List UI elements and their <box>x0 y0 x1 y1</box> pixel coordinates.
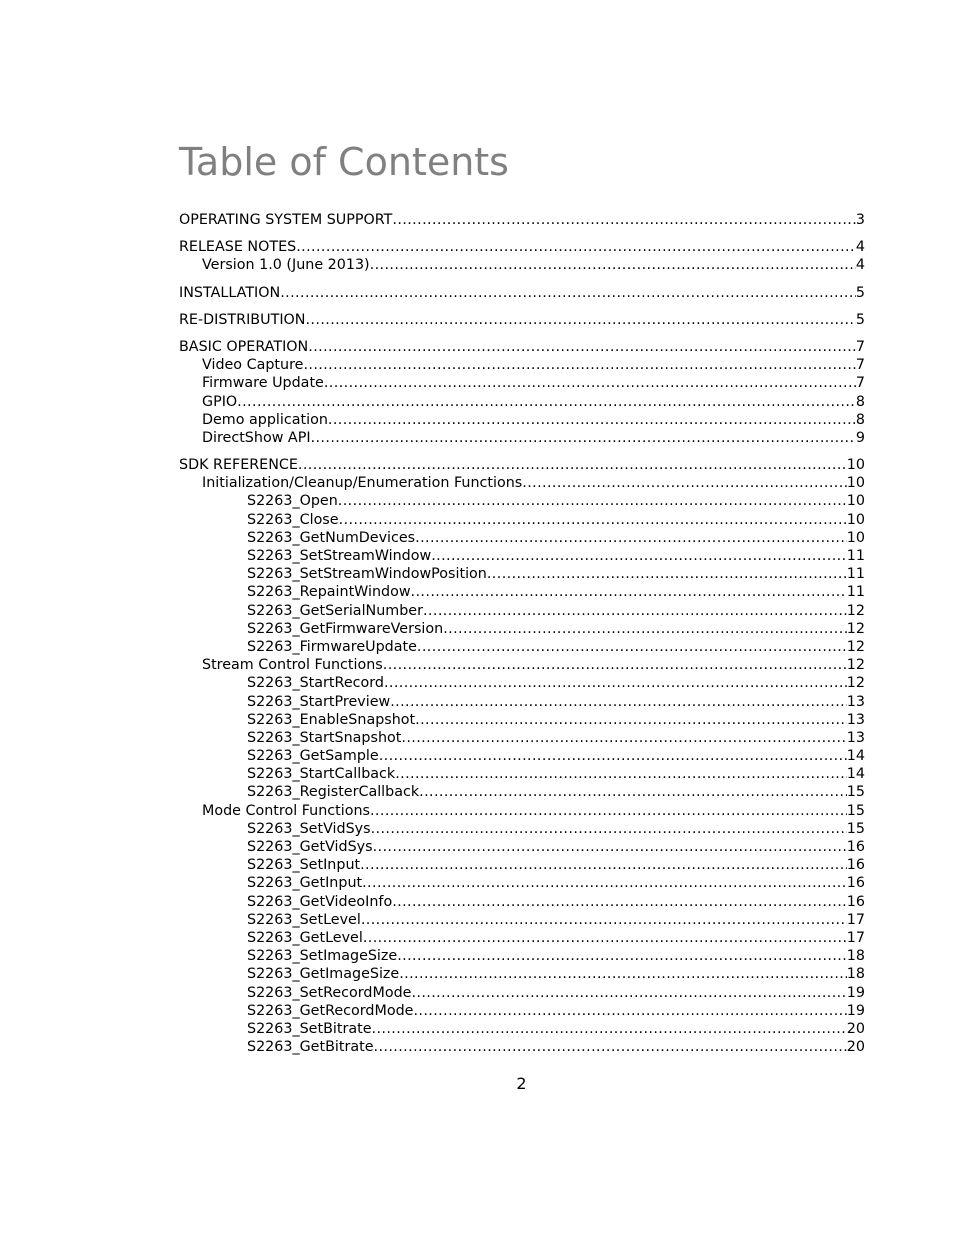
toc-entry-page: 10 <box>846 529 865 546</box>
toc-dot-leader <box>338 492 847 510</box>
toc-entry-title: S2263_SetLevel <box>247 911 361 928</box>
toc-entry-page: 9 <box>855 429 865 446</box>
toc-entry[interactable] <box>179 947 865 965</box>
table-of-contents <box>179 211 865 1056</box>
toc-entry[interactable] <box>179 820 865 838</box>
toc-entry-page: 16 <box>846 839 865 855</box>
toc-entry-page: 7 <box>855 357 865 374</box>
toc-entry[interactable] <box>179 565 865 583</box>
toc-entry[interactable] <box>179 529 865 547</box>
toc-entry[interactable] <box>179 1002 865 1020</box>
toc-entry-page: 14 <box>846 766 865 783</box>
toc-entry-page: 5 <box>855 311 865 328</box>
toc-entry-title: Video Capture <box>202 357 304 374</box>
toc-dot-leader <box>280 284 856 302</box>
toc-dot-leader <box>397 947 847 965</box>
toc-entry-title: S2263_GetVideoInfo <box>247 893 393 910</box>
toc-entry-title: S2263_GetImageSize <box>247 966 400 983</box>
toc-entry-title: Demo application <box>202 411 328 428</box>
toc-entry-title: S2263_SetInput <box>247 857 361 874</box>
toc-dot-leader <box>443 620 847 638</box>
toc-dot-leader <box>339 511 847 529</box>
toc-dot-leader <box>361 911 847 929</box>
toc-entry-title: S2263_EnableSnapshot <box>247 711 416 728</box>
toc-entry[interactable] <box>179 338 865 356</box>
toc-entry-title: S2263_GetSample <box>247 748 379 765</box>
toc-entry[interactable] <box>179 802 865 820</box>
toc-entry-title: S2263_GetBitrate <box>247 1039 374 1056</box>
toc-dot-leader <box>324 374 856 392</box>
toc-entry-page: 10 <box>846 475 865 492</box>
toc-entry[interactable] <box>179 656 865 674</box>
toc-dot-leader <box>311 429 856 447</box>
toc-dot-leader <box>372 1020 847 1038</box>
toc-dot-leader <box>419 783 847 801</box>
toc-dot-leader <box>296 238 856 256</box>
toc-entry[interactable] <box>179 411 865 429</box>
toc-entry-page: 3 <box>855 212 865 228</box>
toc-entry-title: S2263_GetSerialNumber <box>247 602 423 619</box>
toc-dot-leader <box>522 474 847 492</box>
toc-entry-page: 10 <box>846 493 865 510</box>
toc-entry-title: S2263_GetInput <box>247 875 363 892</box>
toc-entry-title: Version 1.0 (June 2013) <box>202 257 370 274</box>
toc-dot-leader <box>305 311 855 329</box>
toc-entry-title: S2263_SetBitrate <box>247 1020 372 1037</box>
toc-entry[interactable] <box>179 429 865 447</box>
toc-entry-page: 18 <box>846 966 865 983</box>
toc-entry-title: S2263_GetFirmwareVersion <box>247 620 444 637</box>
toc-dot-leader <box>399 965 847 983</box>
toc-entry[interactable] <box>179 965 865 983</box>
toc-entry-title: S2263_SetStreamWindowPosition <box>247 566 487 583</box>
toc-dot-leader <box>415 711 847 729</box>
toc-entry[interactable] <box>179 393 865 411</box>
toc-entry[interactable] <box>179 311 865 329</box>
toc-entry[interactable] <box>179 929 865 947</box>
toc-entry-title: S2263_RepaintWindow <box>247 584 411 601</box>
toc-dot-leader <box>298 456 847 474</box>
toc-entry-page: 11 <box>846 566 865 583</box>
toc-entry-page: 16 <box>846 857 865 874</box>
toc-dot-leader <box>362 874 847 892</box>
toc-entry[interactable] <box>179 747 865 765</box>
toc-entry[interactable] <box>179 256 865 274</box>
toc-entry-page: 8 <box>855 393 865 410</box>
toc-dot-leader <box>370 802 847 820</box>
toc-dot-leader <box>413 1002 846 1020</box>
page-title: Table of Contents <box>179 140 509 184</box>
toc-entry-title: S2263_GetVidSys <box>247 839 373 855</box>
toc-entry-title: GPIO <box>202 393 238 410</box>
toc-entry-page: 20 <box>846 1039 865 1056</box>
toc-entry-page: 17 <box>846 929 865 946</box>
toc-entry-page: 11 <box>846 584 865 601</box>
toc-entry-page: 12 <box>846 675 865 692</box>
toc-entry-page: 16 <box>846 893 865 910</box>
toc-entry-title: S2263_SetImageSize <box>247 948 398 965</box>
toc-dot-leader <box>431 547 847 565</box>
toc-entry-page: 10 <box>846 457 865 474</box>
toc-entry[interactable] <box>179 911 865 929</box>
toc-entry-page: 10 <box>846 511 865 528</box>
toc-entry-title: OPERATING SYSTEM SUPPORT <box>179 212 393 228</box>
toc-entry-title: Stream Control Functions <box>202 657 383 674</box>
toc-entry-page: 16 <box>846 875 865 892</box>
toc-dot-leader <box>371 820 847 838</box>
toc-dot-leader <box>392 211 855 229</box>
toc-entry[interactable] <box>179 693 865 711</box>
toc-entry-title: S2263_GetNumDevices <box>247 529 416 546</box>
toc-dot-leader <box>411 583 847 601</box>
toc-entry[interactable] <box>179 729 865 747</box>
toc-entry[interactable] <box>179 620 865 638</box>
toc-entry[interactable] <box>179 583 865 601</box>
toc-entry-title: RE-DISTRIBUTION <box>179 311 306 328</box>
toc-entry[interactable] <box>179 211 865 229</box>
toc-dot-leader <box>328 411 856 429</box>
toc-dot-leader <box>360 856 847 874</box>
toc-dot-leader <box>384 674 847 692</box>
toc-entry-page: 15 <box>846 802 865 819</box>
toc-entry-title: S2263_GetRecordMode <box>247 1002 414 1019</box>
toc-dot-leader <box>411 984 846 1002</box>
toc-dot-leader <box>373 838 847 856</box>
toc-entry[interactable] <box>179 356 865 374</box>
toc-entry-page: 8 <box>855 411 865 428</box>
toc-dot-leader <box>370 256 856 274</box>
toc-entry[interactable] <box>179 711 865 729</box>
toc-entry[interactable] <box>179 456 865 474</box>
toc-entry-title: Initialization/Cleanup/Enumeration Functions <box>202 475 523 492</box>
toc-entry[interactable] <box>179 492 865 510</box>
toc-dot-leader <box>487 565 847 583</box>
toc-entry-page: 15 <box>846 784 865 801</box>
toc-entry-title: S2263_StartSnapshot <box>247 729 402 746</box>
toc-entry-title: DirectShow API <box>202 429 311 446</box>
toc-dot-leader <box>308 338 856 356</box>
toc-entry-page: 19 <box>846 984 865 1001</box>
toc-entry-page: 12 <box>846 657 865 674</box>
toc-dot-leader <box>401 729 846 747</box>
toc-dot-leader <box>417 638 847 656</box>
toc-entry[interactable] <box>179 984 865 1002</box>
toc-entry-page: 12 <box>846 638 865 655</box>
toc-entry[interactable] <box>179 511 865 529</box>
toc-entry[interactable] <box>179 893 865 911</box>
toc-entry-page: 7 <box>855 375 865 392</box>
toc-dot-leader <box>383 656 847 674</box>
toc-dot-leader <box>303 356 855 374</box>
toc-entry-page: 19 <box>846 1002 865 1019</box>
toc-entry-title: S2263_Close <box>247 511 339 528</box>
toc-entry-page: 5 <box>855 284 865 301</box>
toc-entry[interactable] <box>179 856 865 874</box>
toc-dot-leader <box>395 765 847 783</box>
toc-entry-page: 18 <box>846 948 865 965</box>
toc-entry-title: S2263_StartRecord <box>247 675 384 692</box>
toc-dot-leader <box>423 602 847 620</box>
toc-entry-title: INSTALLATION <box>179 284 281 301</box>
toc-entry-title: Firmware Update <box>202 375 324 392</box>
toc-dot-leader <box>374 1038 847 1056</box>
toc-entry[interactable] <box>179 602 865 620</box>
toc-dot-leader <box>363 929 847 947</box>
toc-entry[interactable] <box>179 838 865 856</box>
toc-entry[interactable] <box>179 374 865 392</box>
toc-entry[interactable] <box>179 783 865 801</box>
toc-entry-page: 4 <box>855 239 865 256</box>
toc-entry[interactable] <box>179 284 865 302</box>
toc-entry-title: BASIC OPERATION <box>179 338 309 355</box>
toc-entry-title: SDK REFERENCE <box>179 457 298 474</box>
toc-dot-leader <box>237 393 856 411</box>
toc-entry-title: RELEASE NOTES <box>179 239 297 256</box>
toc-entry-title: S2263_SetVidSys <box>247 820 371 837</box>
toc-entry-page: 14 <box>846 748 865 765</box>
toc-entry[interactable] <box>179 1020 865 1038</box>
toc-entry-title: S2263_StartCallback <box>247 766 396 783</box>
toc-entry-title: Mode Control Functions <box>202 802 370 819</box>
toc-entry-title: S2263_Open <box>247 493 338 510</box>
toc-dot-leader <box>392 893 847 911</box>
toc-entry-page: 17 <box>846 911 865 928</box>
toc-entry-page: 4 <box>855 257 865 274</box>
toc-entry[interactable] <box>179 765 865 783</box>
toc-entry[interactable] <box>179 547 865 565</box>
toc-entry-page: 20 <box>846 1020 865 1037</box>
toc-entry-title: S2263_SetStreamWindow <box>247 548 432 564</box>
toc-entry-title: S2263_RegisterCallback <box>247 784 420 801</box>
page-number: 2 <box>516 1074 527 1093</box>
toc-entry-title: S2263_FirmwareUpdate <box>247 638 417 655</box>
toc-entry-title: S2263_SetRecordMode <box>247 984 412 1001</box>
toc-entry[interactable] <box>179 638 865 656</box>
toc-entry-title: S2263_StartPreview <box>247 693 391 710</box>
toc-entry[interactable] <box>179 238 865 256</box>
toc-entry-page: 7 <box>855 338 865 355</box>
toc-entry-page: 15 <box>846 820 865 837</box>
toc-entry-page: 11 <box>846 548 865 564</box>
toc-entry[interactable] <box>179 874 865 892</box>
toc-entry[interactable] <box>179 1038 865 1056</box>
toc-entry-page: 12 <box>846 602 865 619</box>
toc-entry-page: 13 <box>846 711 865 728</box>
toc-dot-leader <box>390 693 847 711</box>
toc-entry-page: 13 <box>846 693 865 710</box>
toc-dot-leader <box>379 747 847 765</box>
toc-entry-title: S2263_GetLevel <box>247 929 363 946</box>
toc-entry-page: 12 <box>846 620 865 637</box>
toc-entry-page: 13 <box>846 729 865 746</box>
toc-dot-leader <box>415 529 847 547</box>
toc-entry[interactable] <box>179 674 865 692</box>
toc-entry[interactable] <box>179 474 865 492</box>
